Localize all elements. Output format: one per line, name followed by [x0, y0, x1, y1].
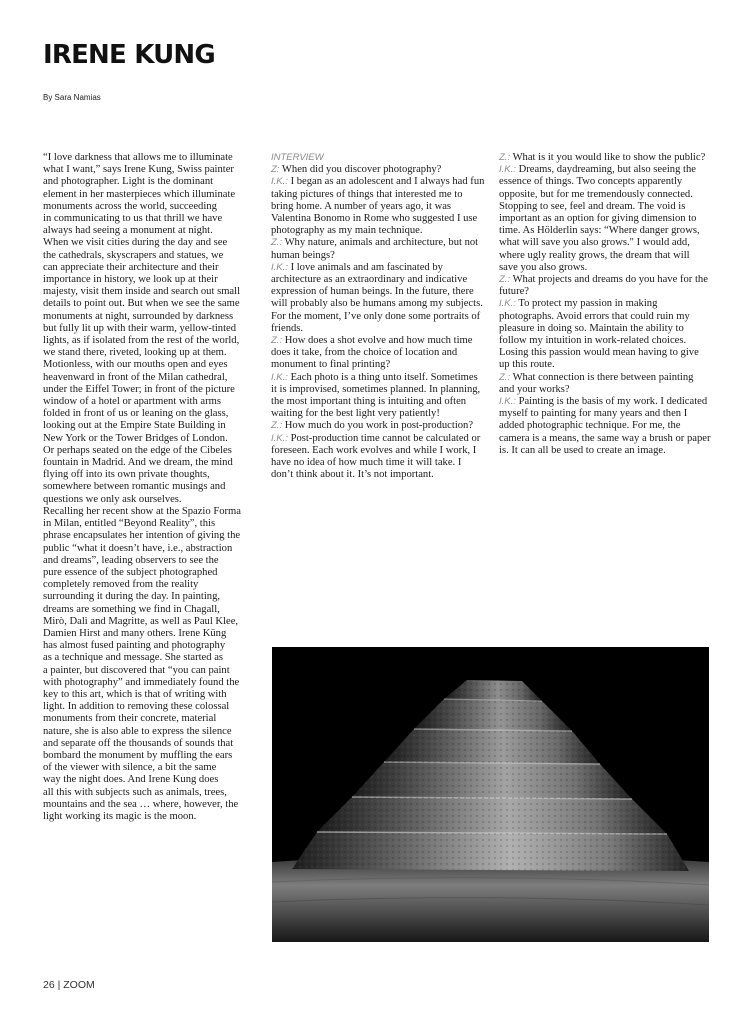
answer-text: Dreams, daydreaming, but also seeing the essence of things. Two concepts apparently opposite, but for me tremendously connected. Stopping to see, feel and dream. The void is important as an option for giving dimension to time. As Hölderlin says: “Where danger grows, what will save you also grows." I would add, where ugly reality grows, the dream that will save you also grows.	[499, 164, 700, 273]
answer-text: Painting is the basis of my work. I dedicated myself to painting for many years and then I added photographic technique. For me, the camera is a means, the same way a brush or paper is. It can all be used to create an image.	[499, 396, 711, 456]
answer-text: To protect my passion in making photographs. Avoid errors that could ruin my pleasure in doing so. Maintain the ability to follow my intuition in work-related choices. Losing this passion would mean having to give up this route.	[499, 298, 699, 371]
article-byline: By Sara Namias	[43, 93, 101, 102]
interview-qa	[271, 237, 485, 335]
answer-text: Post-production time cannot be calculated or foreseen. Each work evolves and while I work, I have no idea of how much time it will take. I don’t think about it. It’s not important.	[271, 432, 481, 481]
question-text: What projects and dreams do you have for the future?	[499, 274, 708, 298]
question-text: When did you discover photography?	[281, 164, 442, 176]
answer-speaker: I.K.:	[499, 164, 516, 176]
question-text: What is it you would like to show the public?	[512, 152, 706, 163]
pyramid-photo	[272, 647, 709, 942]
interview-qa	[499, 372, 711, 457]
interview-qa	[499, 152, 711, 274]
question-speaker: Z.:	[499, 274, 511, 286]
answer-speaker: I.K.:	[499, 396, 516, 408]
question-speaker: Z.:	[271, 237, 283, 249]
interview-qa	[499, 274, 711, 372]
question-text: How much do you work in post-production?	[284, 420, 474, 432]
answer-speaker: I.K.:	[271, 261, 288, 273]
question-speaker: Z.:	[271, 420, 283, 432]
interview-label: INTERVIEW	[271, 152, 324, 163]
interview-qa	[271, 335, 485, 420]
question-text: How does a shot evolve and how much time does it take, from the choice of location and monument to final printing?	[271, 335, 473, 371]
question-speaker: Z:	[271, 164, 280, 176]
answer-text: Each photo is a thing unto itself. Sometimes it is improvised, sometimes planned. In planning, the most important thing is intuiting and often waiting for the best light very patiently!	[271, 371, 481, 420]
intro-text: “I love darkness that allows me to illuminate what I want,” says Irene Kung, Swiss painter and photographer. Light is the dominant element in her masterpieces which illuminate monuments across the world, succeeding in communicating to us that thrill we have always had seeing a monument at night. When we visit cities during the day and see the cathedrals, skyscrapers and statues, we can appreciate their architecture and their importance in history, we look up at their majesty, visit them inside and search out small details to point out. But when we see the same monuments at night, surrounded by darkness but fully lit up with their warm, yellow-tinted lights, as if isolated from the rest of the world, we stand there, riveted, looking up at them. Motionless, with our mouths open and eyes heavenward in front of the Milan cathedral, under the Eiffel Tower; in front of the picture window of a hotel or apartment with arms folded in front of us or leaning on the glass, looking out at the Empire State Building in New York or the Tower Bridges of London. Or perhaps seated on the edge of the Cibeles fountain in Madrid. And we dream, the mind flying off into its own private thoughts, somewhere between romantic musings and questions we only ask ourselves. Recalling her recent show at the Spazio Forma in Milan, entitled “Beyond Reality”, this phrase encapsulates her intention of giving the public “what it doesn’t have, i.e., abstraction and dreams”, leading observers to see the pure essence of the subject photographed completely removed from the reality surrounding it during the day. In painting, dreams are something we find in Chagall, Mirò, Dalì and Magritte, as well as Paul Klee, Damien Hirst and many others. Irene Küng has almost fused painting and photography as a technique and message. She started as a painter, but discovered that “you can paint with photography” and immediately found the key to this art, which is that of writing with light. In addition to removing these colossal monuments from their concrete, material nature, she is also able to express the silence and separate off the thousands of sounds that bombard the monument by muffling the ears of the viewer with silence, a bit the same way the night does. And Irene Kung does all this with subjects such as animals, trees, mountains and the sea … where, however, the light working its magic is the moon.	[43, 152, 241, 822]
interview-column-2	[499, 152, 711, 457]
stepped-pyramid-image	[272, 647, 709, 942]
question-speaker: Z.:	[499, 371, 511, 383]
interview-qa	[271, 420, 485, 481]
interview-column-1	[271, 152, 485, 481]
question-text: What connection is there between painting and your works?	[499, 371, 694, 395]
question-text: Why nature, animals and architecture, but not human beings?	[271, 237, 479, 261]
question-speaker: Z.:	[271, 335, 283, 347]
intro-column	[43, 152, 258, 823]
answer-text: I began as an adolescent and I always had fun taking pictures of things that interested me to bring home. A number of years ago, it was Valentina Bonomo in Rome who suggested I use photography as my main technique.	[271, 176, 485, 237]
interview-qa	[271, 164, 485, 237]
answer-speaker: I.K.:	[499, 298, 516, 310]
question-speaker: Z.:	[499, 152, 511, 163]
answer-text: I love animals and am fascinated by architecture as an extraordinary and indicative expression of human beings. In the future, there will probably also be humans among my subjects. For the moment, I’ve only done some portraits of friends.	[271, 261, 483, 334]
page-footer: 26 | ZOOM	[43, 979, 95, 991]
answer-speaker: I.K.:	[271, 432, 288, 444]
article-title: IRENE KUNG	[43, 40, 215, 70]
answer-speaker: I.K.:	[271, 371, 288, 383]
answer-speaker: I.K.:	[271, 176, 288, 188]
